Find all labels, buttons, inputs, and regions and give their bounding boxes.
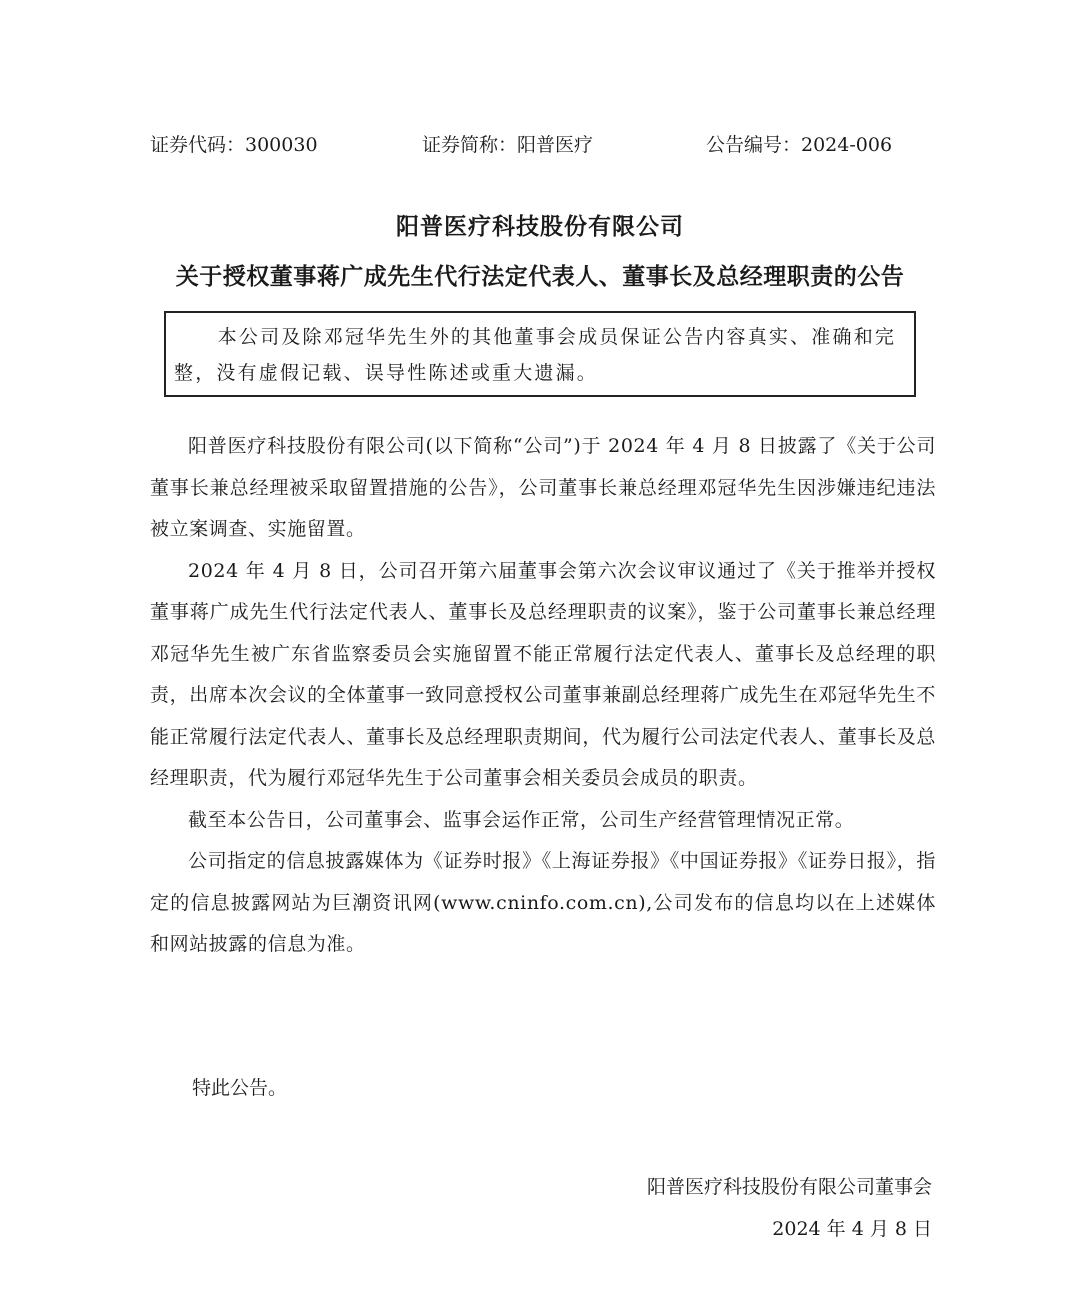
body-paragraph: 阳普医疗科技股份有限公司(以下简称“公司”)于 2024 年 4 月 8 日披露了《关于公司董事长兼总经理被采取留置措施的公告》，公司董事长兼总经理邓冠华先生因涉嫌违纪违法被立案调查、实施留置。 (150, 435, 936, 540)
signature-date: 2024 年 4 月 8 日 (772, 1218, 932, 1240)
stock-code: 证券代码：300030 (150, 134, 318, 156)
announcement-body (150, 426, 936, 966)
announcement-header (150, 130, 910, 160)
body-paragraph: 2024 年 4 月 8 日，公司召开第六届董事会第六次会议审议通过了《关于推举并授权董事蒋广成先生代行法定代表人、董事长及总经理职责的议案》，鉴于公司董事长兼总经理邓冠华先生被广东省监察委员会实施留置不能正常履行法定代表人、董事长及总经理的职责，出席本次会议的全体董事一致同意授权公司董事兼副总经理蒋广成先生在邓冠华先生不能正常履行法定代表人、董事长及总经理职责期间，代为履行公司法定代表人、董事长及总经理职责，代为履行邓冠华先生于公司董事会相关委员会成员的职责。 (150, 559, 936, 789)
announcement-number: 公告编号：2024-006 (706, 134, 893, 156)
body-paragraph: 截至本公告日，公司董事会、监事会运作正常，公司生产经营管理情况正常。 (188, 808, 855, 831)
signature-company: 阳普医疗科技股份有限公司董事会 (646, 1176, 932, 1198)
company-title: 阳普医疗科技股份有限公司 (396, 213, 684, 240)
closing-remark: 特此公告。 (192, 1077, 288, 1099)
announcement-subject: 关于授权董事蒋广成先生代行法定代表人、董事长及总经理职责的公告 (175, 263, 905, 290)
disclaimer-box (164, 311, 916, 397)
disclaimer-text: 本公司及除邓冠华先生外的其他董事会成员保证公告内容真实、准确和完整，没有虚假记载、误导性陈述或重大遗漏。 (174, 326, 897, 384)
body-paragraph: 公司指定的信息披露媒体为《证券时报》《上海证券报》《中国证券报》《证券日报》，指定的信息披露网站为巨潮资讯网(www.cninfo.com.cn),公司发布的信息均以在上述媒体和网站披露的信息为准。 (150, 850, 936, 955)
stock-abbreviation: 证券简称：阳普医疗 (422, 134, 594, 156)
